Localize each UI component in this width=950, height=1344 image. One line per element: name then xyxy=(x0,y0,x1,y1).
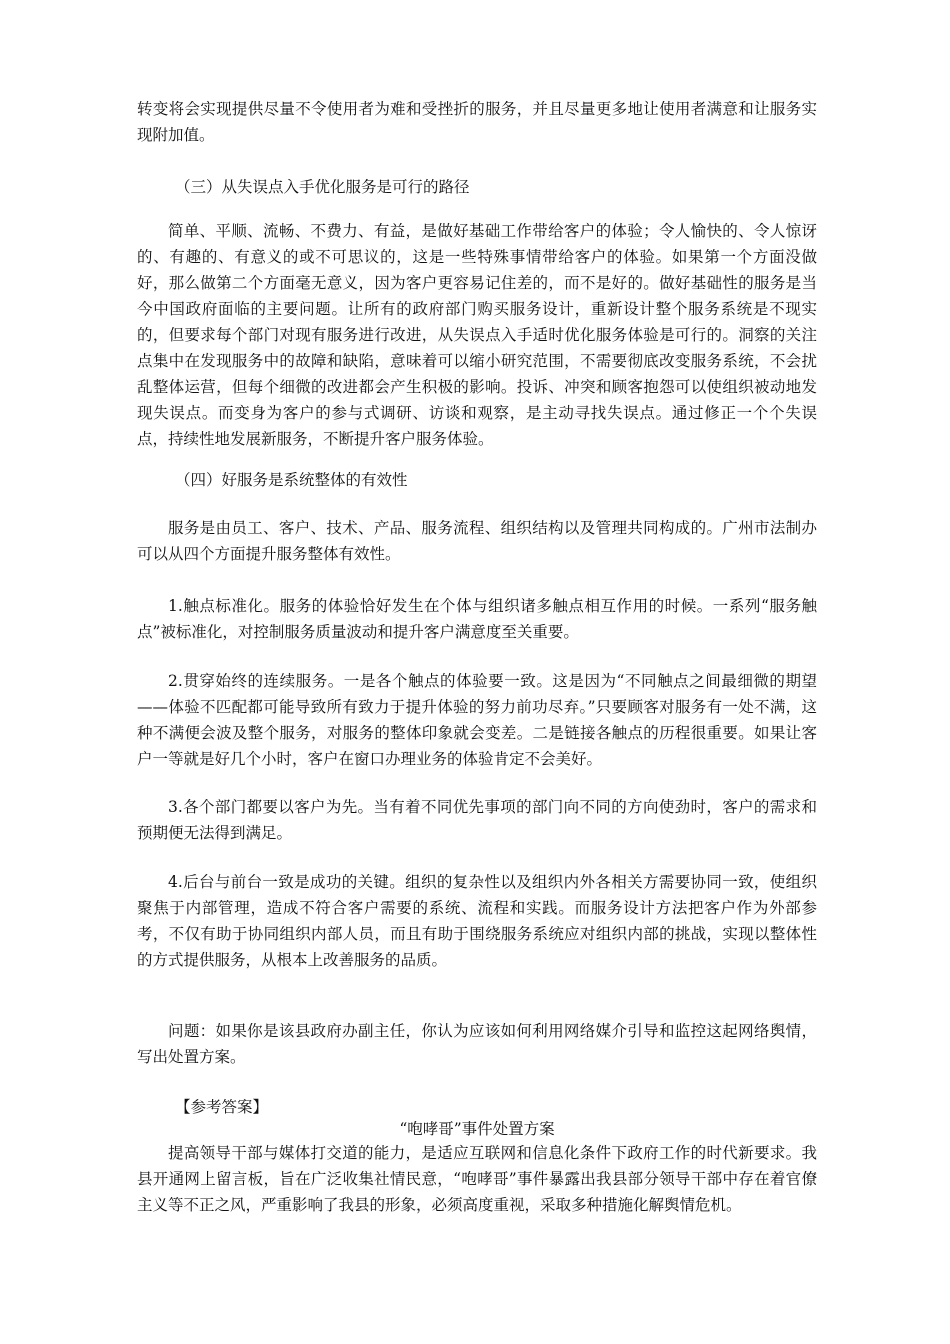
section-four-heading: （四）好服务是系统整体的有效性 xyxy=(175,471,408,489)
item-two-paragraph: 2.贯穿始终的连续服务。一是各个触点的体验要一致。这是因为“不同触点之间最细微的期望——体验不匹配都可能导致所有致力于提升体验的努力前功尽弃。”只要顾客对服务有一处不满，这种不满便会波及整个服务，对服务的整体印象就会变差。二是链接各触点的历程很重要。如果让客户一等就是好几个小时，客户在窗口办理业务的体验肯定不会美好。 xyxy=(137,672,817,768)
item-one-paragraph: 1.触点标准化。服务的体验恰好发生在个体与组织诸多触点相互作用的时候。一系列“服务触点”被标准化，对控制服务质量波动和提升客户满意度至关重要。 xyxy=(137,597,817,641)
item-three-paragraph: 3.各个部门都要以客户为先。当有着不同优先事项的部门向不同的方向使劲时，客户的需求和预期便无法得到满足。 xyxy=(137,798,817,842)
question-paragraph: 问题：如果你是该县政府办副主任，你认为应该如何利用网络媒介引导和监控这起网络舆情，写出处置方案。 xyxy=(137,1022,817,1066)
item-four-paragraph: 4.后台与前台一致是成功的关键。组织的复杂性以及组织内外各相关方需要协同一致，使组织聚焦于内部管理，造成不符合客户需要的系统、流程和实践。而服务设计方法把客户作为外部参考，不仅有助于协同组织内部人员，而且有助于围绕服务系统应对组织内部的挑战，实现以整体性的方式提供服务，从根本上改善服务的品质。 xyxy=(137,873,817,969)
reference-answer-heading: 【参考答案】 xyxy=(175,1098,269,1116)
plan-title: “咆哮哥”事件处置方案 xyxy=(399,1120,555,1138)
intro-paragraph: 转变将会实现提供尽量不令使用者为难和受挫折的服务，并且尽量更多地让使用者满意和让服务实现附加值。 xyxy=(137,100,817,144)
section-three-heading: （三）从失误点入手优化服务是可行的路径 xyxy=(175,178,470,196)
section-four-paragraph: 服务是由员工、客户、技术、产品、服务流程、组织结构以及管理共同构成的。广州市法制办可以从四个方面提升服务整体有效性。 xyxy=(137,519,817,563)
section-three-paragraph: 简单、平顺、流畅、不费力、有益，是做好基础工作带给客户的体验；令人愉快的、令人惊讶的、有趣的、有意义的或不可思议的，这是一些特殊事情带给客户的体验。如果第一个方面没做好，那么做第二个方面毫无意义，因为客户更容易记住差的，而不是好的。做好基础性的服务是当今中国政府面临的主要问题。让所有的政府部门购买服务设计，重新设计整个服务系统是不现实的，但要求每个部门对现有服务进行改进，从失误点入手适时优化服务体验是可行的。洞察的关注点集中在发现服务中的故障和缺陷，意味着可以缩小研究范围，不需要彻底改变服务系统，不会扰乱整体运营，但每个细微的改进都会产生积极的影响。投诉、冲突和顾客抱怨可以使组织被动地发现失误点。而变身为客户的参与式调研、访谈和观察，是主动寻找失误点。通过修正一个个失误点，持续性地发展新服务，不断提升客户服务体验。 xyxy=(137,222,817,448)
answer-paragraph: 提高领导干部与媒体打交道的能力，是适应互联网和信息化条件下政府工作的时代新要求。我县开通网上留言板，旨在广泛收集社情民意，“咆哮哥”事件暴露出我县部分领导干部中存在着官僚主义等不正之风，严重影响了我县的形象，必须高度重视，采取多种措施化解舆情危机。 xyxy=(137,1144,817,1214)
